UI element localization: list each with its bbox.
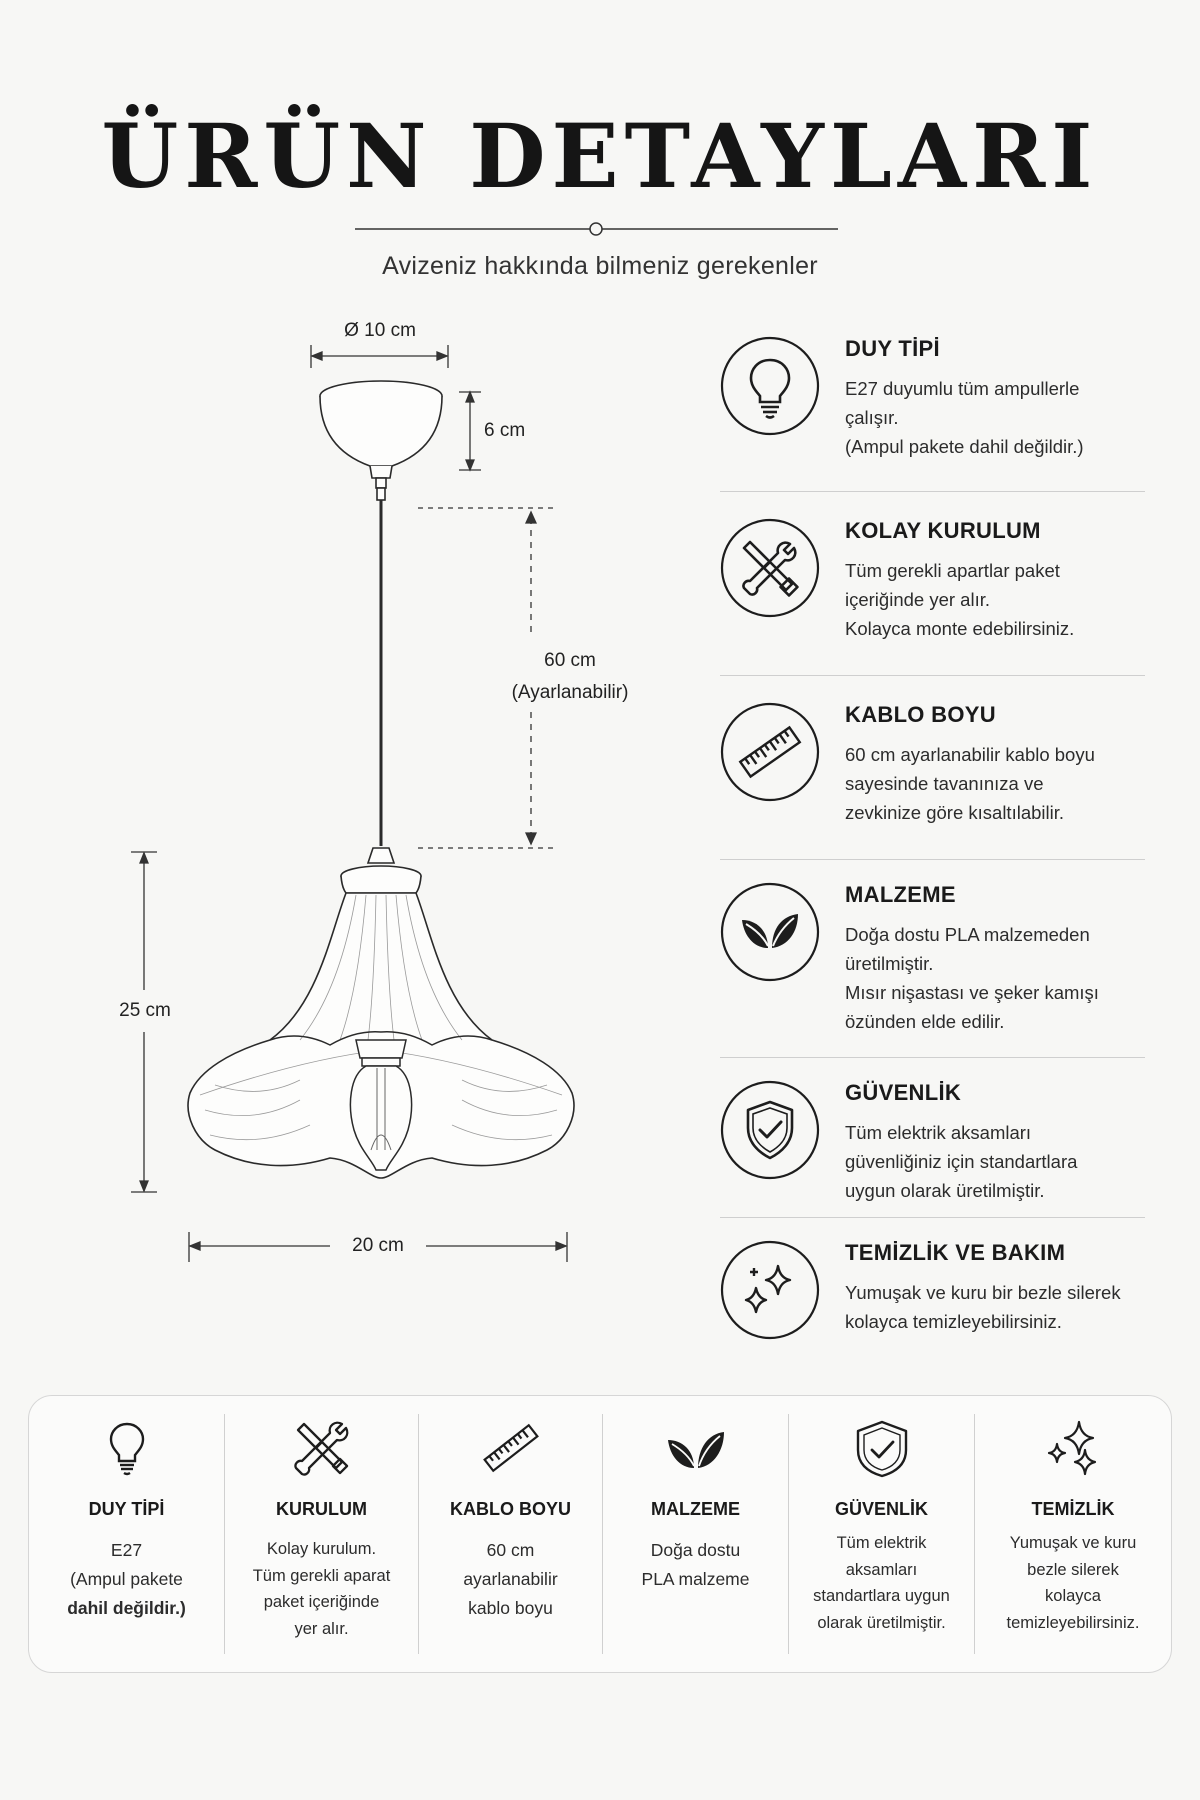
feature-description — [845, 556, 1155, 643]
summary-line: ayarlanabilir — [463, 1569, 558, 1589]
summary-line: olarak üretilmiştir. — [817, 1613, 946, 1632]
summary-line: standartlara uygun — [813, 1587, 950, 1605]
feature-line: çalışır. — [845, 407, 899, 428]
lightbulb-icon — [97, 1418, 157, 1478]
feature-socket-type — [720, 336, 1150, 456]
lightbulb-icon — [720, 336, 820, 436]
summary-description — [797, 1530, 966, 1636]
lamp-diagram — [0, 0, 700, 1280]
summary-title: KABLO BOYU — [450, 1499, 571, 1519]
feature-line: üretilmiştir. — [845, 953, 934, 974]
summary-title: DUY TİPİ — [88, 1499, 165, 1519]
sparkle-icon — [720, 1240, 820, 1340]
feature-line: Tüm elektrik aksamları — [845, 1122, 1032, 1143]
feature-title: DUY TİPİ — [845, 336, 940, 361]
leaf-icon — [720, 882, 820, 982]
summary-line: Tüm gerekli aparat — [252, 1566, 391, 1585]
feature-line: Doğa dostu PLA malzemeden — [845, 924, 1090, 945]
summary-title: TEMİZLİK — [1031, 1499, 1115, 1519]
summary-line: aksamları — [845, 1560, 918, 1579]
sparkle-icon — [1043, 1418, 1103, 1478]
feature-safety — [720, 1080, 1150, 1200]
summary-line: kablo boyu — [468, 1598, 553, 1618]
feature-line: kolayca temizleyebilirsiniz. — [845, 1311, 1062, 1332]
summary-line: temizleyebilirsiniz. — [1006, 1613, 1140, 1632]
shade-height-label: 25 cm — [119, 1000, 171, 1021]
summary-line: Tüm elektrik — [836, 1534, 927, 1552]
feature-line: Kolayca monte edebilirsiniz. — [845, 618, 1075, 639]
feature-line: zevkinize göre kısaltılabilir. — [845, 802, 1065, 823]
feature-description — [845, 740, 1155, 827]
summary-line: bezle silerek — [1027, 1560, 1119, 1579]
feature-installation — [720, 518, 1150, 638]
summary-description — [37, 1536, 216, 1623]
ruler-icon — [720, 702, 820, 802]
feature-title: GÜVENLİK — [845, 1080, 962, 1105]
summary-description — [233, 1536, 410, 1642]
feature-title: TEMİZLİK VE BAKIM — [845, 1240, 1066, 1265]
shield-check-icon — [720, 1080, 820, 1180]
page-title: ÜRÜN DETAYLARI — [101, 104, 1099, 208]
feature-material — [720, 882, 1150, 1032]
feature-description — [845, 1118, 1155, 1205]
summary-title: GÜVENLİK — [834, 1499, 928, 1519]
shield-check-icon — [852, 1418, 912, 1478]
feature-line: uygun olarak üretilmiştir. — [845, 1180, 1045, 1201]
summary-description — [427, 1536, 594, 1623]
feature-title: MALZEME — [845, 882, 956, 907]
feature-description — [845, 920, 1155, 1036]
feature-line: özünden elde edilir. — [845, 1011, 1005, 1032]
feature-cable-length — [720, 702, 1150, 822]
feature-line: Yumuşak ve kuru bir bezle silerek — [845, 1282, 1121, 1303]
canopy-diameter-label: Ø 10 cm — [344, 320, 416, 341]
feature-description — [845, 374, 1155, 461]
summary-installation — [225, 1396, 418, 1672]
shade-width-label: 20 cm — [352, 1235, 404, 1256]
page-subtitle: Avizeniz hakkında bilmeniz gerekenler — [382, 252, 818, 280]
feature-line: içeriğinde yer alır. — [845, 589, 990, 610]
feature-line: güvenliğiniz için standartlara — [845, 1151, 1078, 1172]
tools-icon — [292, 1418, 352, 1478]
summary-line: Kolay kurulum. — [266, 1540, 377, 1558]
feature-description — [845, 1278, 1165, 1336]
summary-socket-type — [29, 1396, 224, 1672]
summary-material — [603, 1396, 788, 1672]
summary-line: yer alır. — [294, 1619, 349, 1638]
summary-title: KURULUM — [276, 1499, 367, 1519]
feature-line: E27 duyumlu tüm ampullerle — [845, 378, 1080, 399]
feature-divider — [720, 675, 1145, 676]
feature-divider — [720, 1217, 1145, 1218]
summary-cable-length — [419, 1396, 602, 1672]
feature-divider — [720, 859, 1145, 860]
ruler-icon — [481, 1418, 541, 1478]
leaf-icon — [666, 1418, 726, 1478]
feature-divider — [720, 1057, 1145, 1058]
summary-cleaning — [975, 1396, 1171, 1672]
feature-line: Mısır nişastası ve şeker kamışı — [845, 982, 1099, 1003]
cable-length-label: 60 cm — [544, 650, 596, 671]
feature-line: Tüm gerekli apartlar paket — [845, 560, 1060, 581]
feature-title: KABLO BOYU — [845, 702, 996, 727]
summary-panel — [28, 1395, 1172, 1673]
summary-line: 60 cm — [486, 1540, 535, 1560]
feature-divider — [720, 491, 1145, 492]
feature-cleaning — [720, 1240, 1150, 1350]
summary-line: Doğa dostu — [650, 1540, 741, 1560]
feature-line: sayesinde tavanınıza ve — [845, 773, 1044, 794]
canopy-height-label: 6 cm — [484, 420, 526, 441]
feature-title: KOLAY KURULUM — [845, 518, 1041, 543]
summary-line: kolayca — [1045, 1587, 1101, 1605]
summary-description — [977, 1530, 1169, 1636]
feature-line: (Ampul pakete dahil değildir.) — [845, 436, 1084, 457]
summary-title: MALZEME — [651, 1499, 740, 1519]
tools-icon — [720, 518, 820, 618]
summary-line: dahil değildir.) — [67, 1598, 186, 1618]
feature-line: 60 cm ayarlanabilir kablo boyu — [845, 744, 1095, 765]
cable-adjustable-label: (Ayarlanabilir) — [511, 682, 629, 703]
summary-line: PLA malzeme — [641, 1569, 750, 1589]
summary-line: E27 — [110, 1540, 143, 1560]
summary-line: Yumuşak ve kuru — [1009, 1534, 1137, 1552]
summary-description — [611, 1536, 780, 1594]
summary-line: (Ampul pakete — [70, 1569, 183, 1589]
summary-line: paket içeriğinde — [263, 1593, 380, 1611]
summary-safety — [789, 1396, 974, 1672]
